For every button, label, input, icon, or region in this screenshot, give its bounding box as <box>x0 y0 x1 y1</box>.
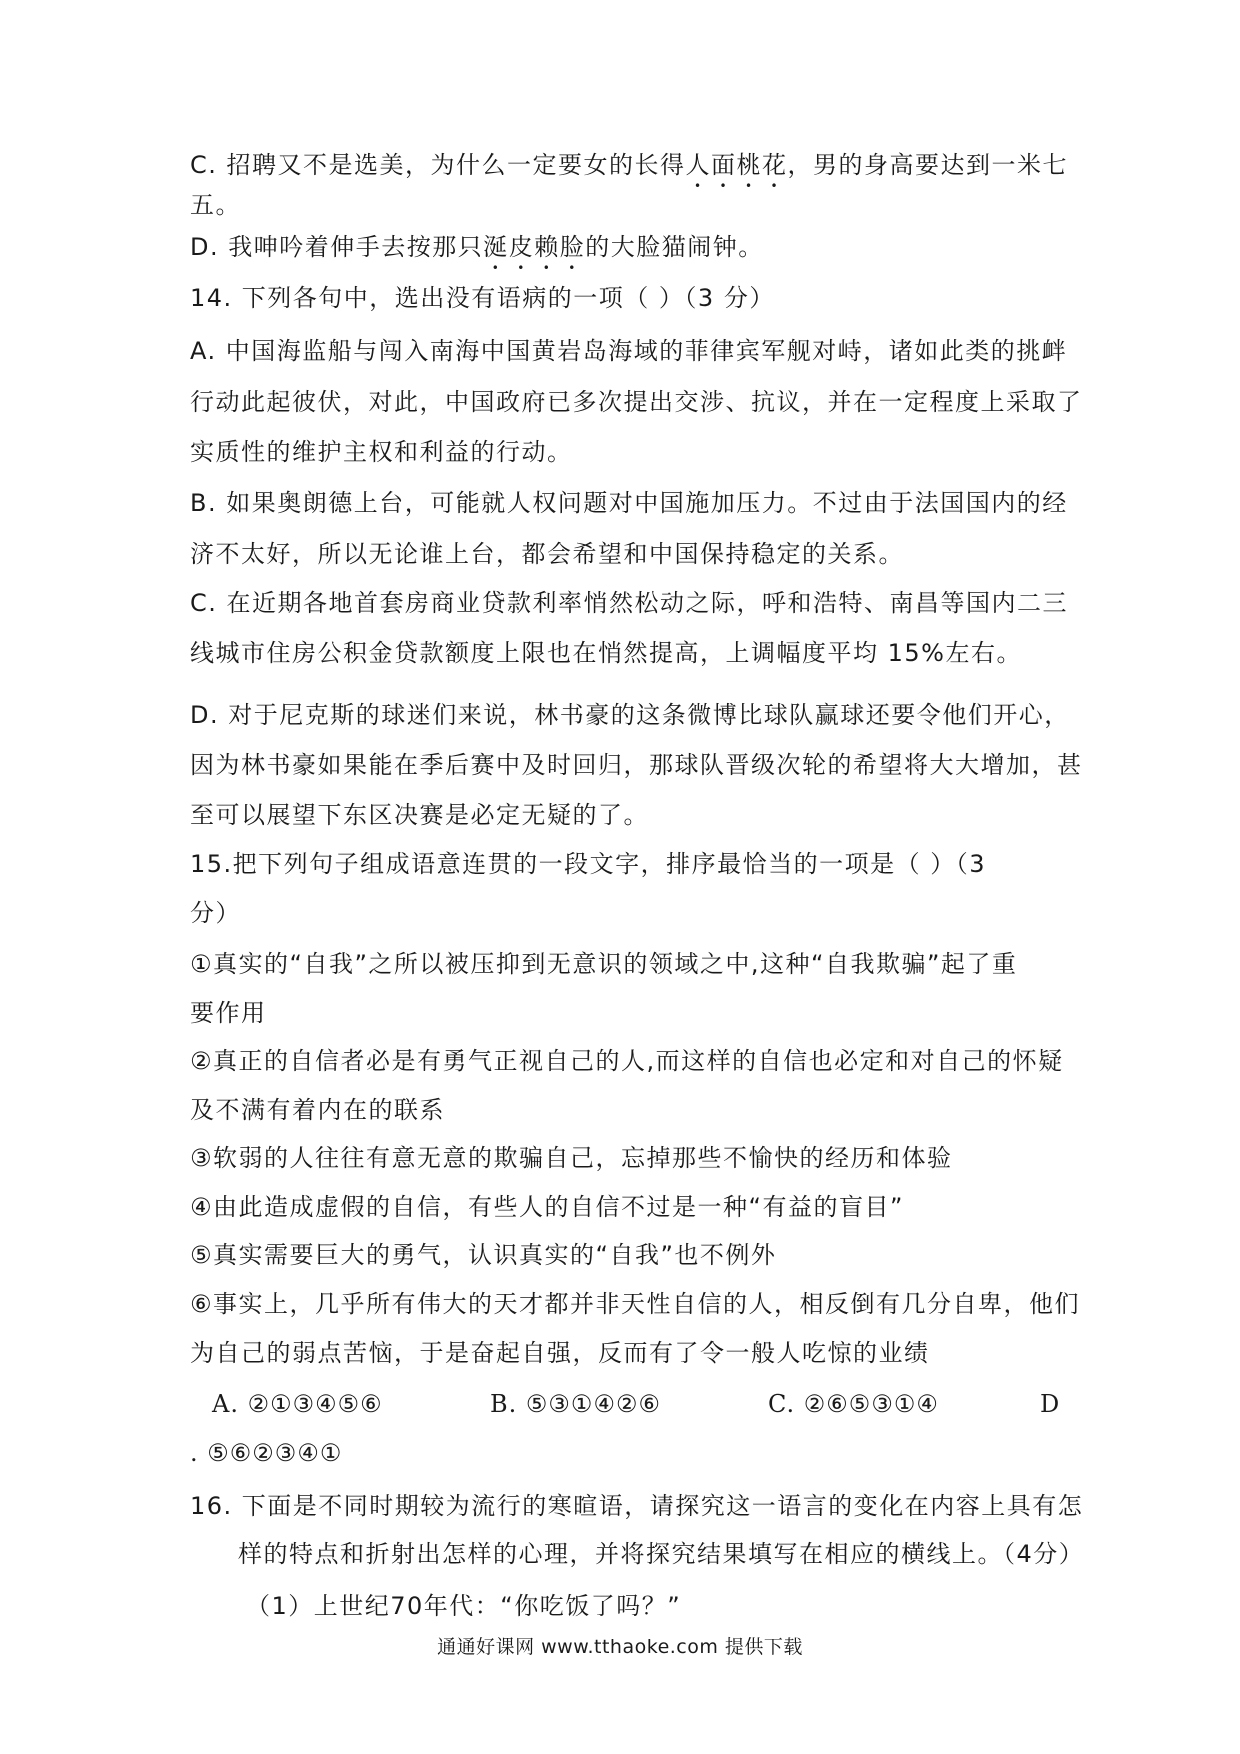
q14-option-b-line1: B. 如果奥朗德上台，可能就人权问题对中国施加压力。不过由于法国国内的经 <box>190 489 1068 517</box>
q15-sentence-5: ⑤真实需要巨大的勇气，认识真实的“自我”也不例外 <box>190 1241 777 1269</box>
q15-option-c: C. ②⑥⑤③①④ <box>768 1390 939 1418</box>
q14-option-c-line2: 线城市住房公积金贷款额度上限也在悄然提高，上调幅度平均 15%左右。 <box>190 639 1022 667</box>
q13-option-c-line2: 五。 <box>190 191 241 219</box>
q14-option-a-line2: 行动此起彼伏，对此，中国政府已多次提出交涉、抗议，并在一定程度上采取了 <box>190 388 1083 416</box>
q14-option-d-line1: D. 对于尼克斯的球迷们来说，林书豪的这条微博比球队赢球还要令他们开心， <box>190 701 1070 729</box>
q15-option-a: A. ②①③④⑤⑥ <box>212 1390 383 1418</box>
q14-option-a-line1: A. 中国海监船与闯入南海中国黄岩岛海域的菲律宾军舰对峙，诸如此类的挑衅 <box>190 337 1068 365</box>
q16-item-1: （1）上世纪70年代：“你吃饭了吗？” <box>246 1592 682 1620</box>
q15-option-d: . ⑤⑥②③④① <box>190 1439 343 1467</box>
q13-option-d <box>190 232 764 275</box>
q15-option-b: B. ⑤③①④②⑥ <box>490 1390 661 1418</box>
page-footer: 通通好课网 www.tthaoke.com 提供下载 <box>437 1636 803 1658</box>
q13-c-pre: C. 招聘又不是选美，为什么一定要女的长得 <box>190 151 686 179</box>
q14-stem: 14. 下列各句中，选出没有语病的一项（ ）（3 分） <box>190 284 775 312</box>
q14-option-d-line2: 因为林书豪如果能在季后赛中及时回归，那球队晋级次轮的希望将大大增加，甚 <box>190 751 1083 779</box>
q14-option-d-line3: 至可以展望下东区决赛是必定无疑的了。 <box>190 801 649 829</box>
q13-d-post: 的大脸猫闹钟。 <box>585 233 764 261</box>
q13-c-post: ，男的身高要达到一米七 <box>787 151 1069 179</box>
q14-option-c-line1: C. 在近期各地首套房商业贷款利率悄然松动之际，呼和浩特、南昌等国内二三 <box>190 589 1069 617</box>
q14-option-b-line2: 济不太好，所以无论谁上台，都会希望和中国保持稳定的关系。 <box>190 540 904 568</box>
q15-sentence-1-line2: 要作用 <box>190 999 267 1027</box>
q13-d-pre: D. 我呻吟着伸手去按那只 <box>190 233 484 261</box>
q15-sentence-6-line2: 为自己的弱点苦恼，于是奋起自强，反而有了令一般人吃惊的业绩 <box>190 1339 930 1367</box>
q15-sentence-1-line1: ①真实的“自我”之所以被压抑到无意识的领域之中,这种“自我欺骗”起了重 <box>190 950 1018 978</box>
q13-option-c-line1 <box>190 150 1068 193</box>
q14-option-a-line3: 实质性的维护主权和利益的行动。 <box>190 438 573 466</box>
q15-stem-line1: 15.把下列句子组成语意连贯的一段文字，排序最恰当的一项是（ ）（3 <box>190 850 987 878</box>
q13-c-emphasis: 人面桃花 <box>685 151 788 179</box>
q15-sentence-4: ④由此造成虚假的自信，有些人的自信不过是一种“有益的盲目” <box>190 1193 904 1221</box>
q15-stem-line2: 分） <box>190 899 241 927</box>
q13-d-emphasis: 涎皮赖脸 <box>483 233 586 261</box>
q16-stem-line1: 16. 下面是不同时期较为流行的寒暄语，请探究这一语言的变化在内容上具有怎 <box>190 1492 1084 1520</box>
q15-option-d-letter: D <box>1040 1390 1061 1418</box>
q15-sentence-6-line1: ⑥事实上，几乎所有伟大的天才都并非天性自信的人，相反倒有几分自卑，他们 <box>190 1290 1081 1318</box>
q16-stem-line2: 样的特点和折射出怎样的心理，并将探究结果填写在相应的横线上。（4分） <box>238 1540 1085 1568</box>
q15-sentence-2-line2: 及不满有着内在的联系 <box>190 1096 445 1124</box>
q15-sentence-2-line1: ②真正的自信者必是有勇气正视自己的人,而这样的自信也必定和对自己的怀疑 <box>190 1047 1064 1075</box>
q15-sentence-3: ③软弱的人往往有意无意的欺骗自己，忘掉那些不愉快的经历和体验 <box>190 1144 953 1172</box>
